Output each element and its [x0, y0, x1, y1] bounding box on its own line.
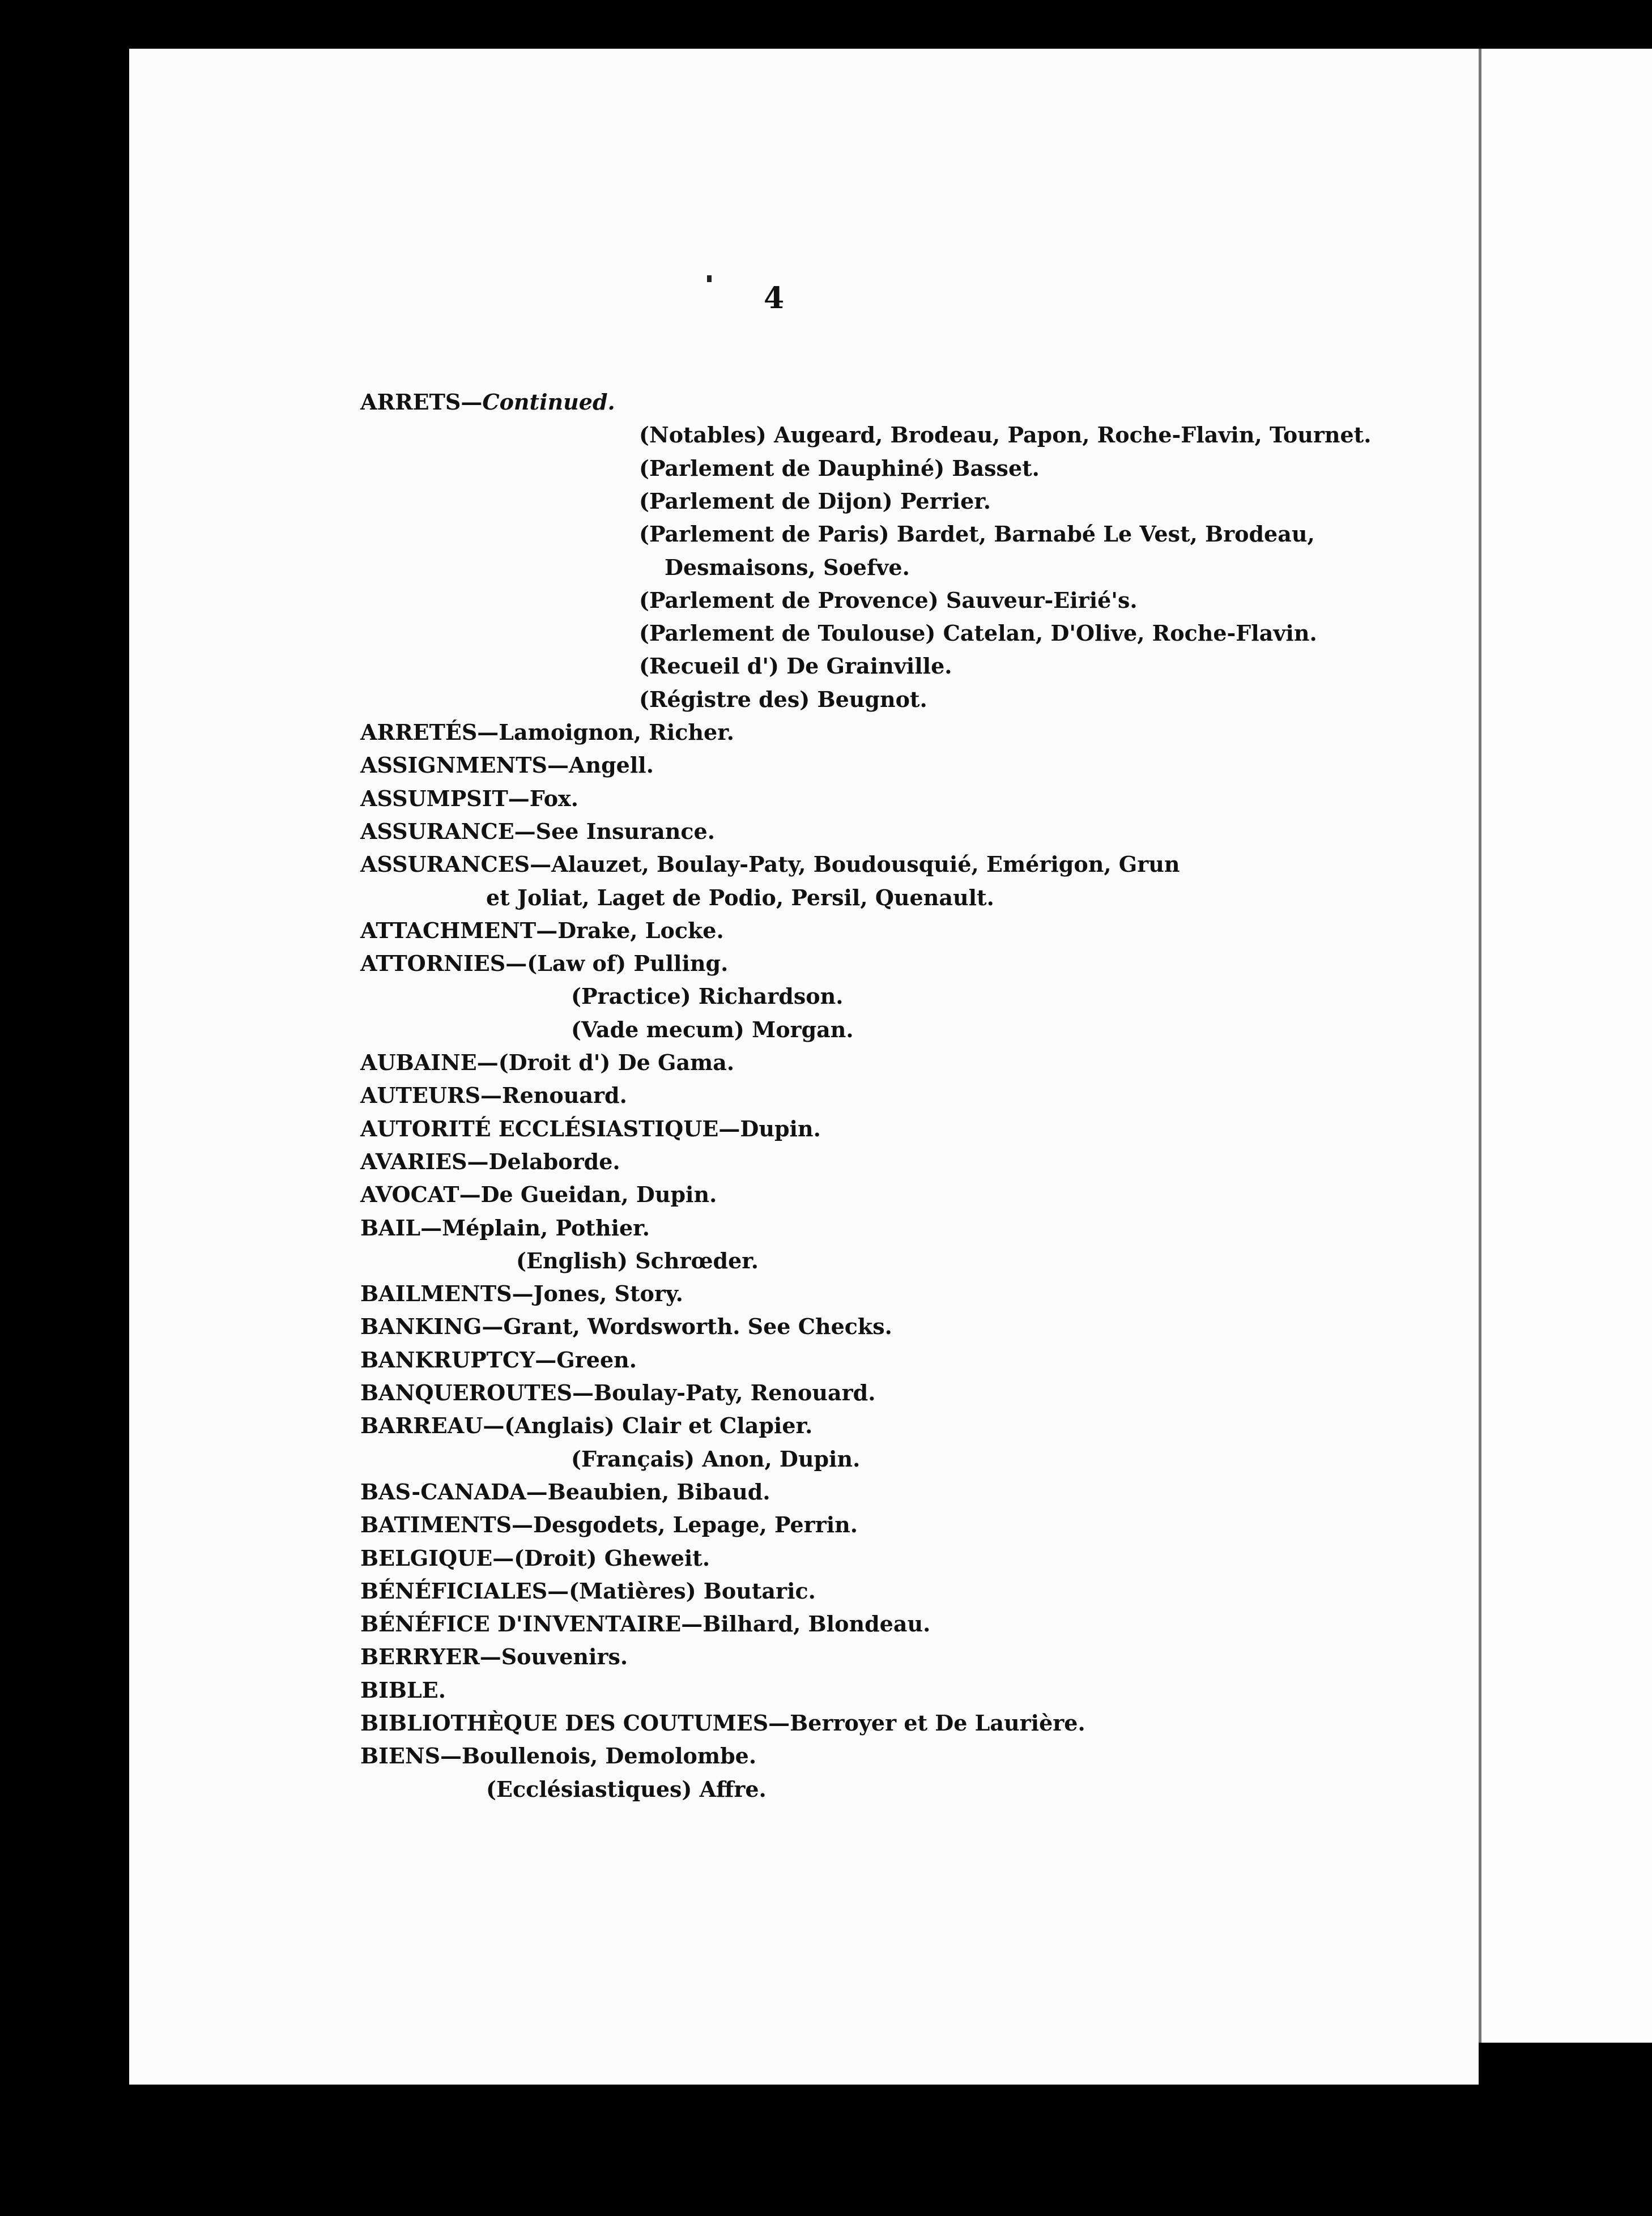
entry-continued-note: Continued.: [482, 389, 615, 415]
index-subentry: (Régistre des) Beugnot.: [639, 687, 927, 712]
index-subentry: (English) Schrœder.: [516, 1248, 759, 1273]
index-subentry: (Practice) Richardson.: [571, 983, 844, 1009]
index-entry: BANKRUPTCY—Green.: [360, 1347, 637, 1373]
index-entry: AUTEURS—Renouard.: [360, 1083, 627, 1108]
index-subentry: (Ecclésiastiques) Affre.: [486, 1776, 767, 1802]
index-subentry: (Parlement de Dijon) Perrier.: [639, 488, 991, 514]
ink-speck: [707, 275, 712, 282]
index-entry: ASSIGNMENTS—Angell.: [360, 752, 654, 778]
index-entry: BÉNÉFICE D'INVENTAIRE—Bilhard, Blondeau.: [360, 1611, 931, 1637]
index-entry: AVOCAT—De Gueidan, Dupin.: [360, 1182, 717, 1207]
index-entry: BIENS—Boullenois, Demolombe.: [360, 1743, 757, 1768]
index-entry: BATIMENTS—Desgodets, Lepage, Perrin.: [360, 1512, 858, 1537]
page-number: 4: [764, 281, 785, 316]
index-entry: [360, 389, 615, 416]
index-entry: BIBLE.: [360, 1677, 446, 1703]
index-entry: ASSURANCES—Alauzet, Boulay-Paty, Boudousquié, Emérigon, Grun: [360, 851, 1180, 877]
index-entry: ASSUMPSIT—Fox.: [360, 786, 578, 811]
index-entry: BANKING—Grant, Wordsworth. See Checks.: [360, 1314, 892, 1339]
index-entry: BIBLIOTHÈQUE DES COUTUMES—Berroyer et De Laurière.: [360, 1710, 1085, 1736]
index-entry: BÉNÉFICIALES—(Matières) Boutaric.: [360, 1578, 816, 1604]
index-entry: AVARIES—Delaborde.: [360, 1149, 620, 1174]
index-entry: BAS-CANADA—Beaubien, Bibaud.: [360, 1479, 770, 1505]
facing-page-edge: [1479, 49, 1652, 2043]
index-subentry: (Parlement de Paris) Bardet, Barnabé Le Vest, Brodeau,: [639, 521, 1315, 547]
index-entry: BAIL—Méplain, Pothier.: [360, 1215, 650, 1241]
index-entry: AUTORITÉ ECCLÉSIASTIQUE—Dupin.: [360, 1116, 821, 1141]
index-entry: AUBAINE—(Droit d') De Gama.: [360, 1050, 735, 1075]
index-entry: BELGIQUE—(Droit) Gheweit.: [360, 1545, 710, 1571]
entry-heading: ARRETS—: [360, 389, 483, 415]
index-subentry: Desmaisons, Soefve.: [665, 555, 910, 580]
index-entry: BANQUEROUTES—Boulay-Paty, Renouard.: [360, 1380, 876, 1405]
index-entry: BERRYER—Souvenirs.: [360, 1644, 628, 1669]
index-entry: ATTORNIES—(Law of) Pulling.: [360, 951, 729, 976]
index-entry: BARREAU—(Anglais) Clair et Clapier.: [360, 1413, 813, 1438]
index-entry: ARRETÉS—Lamoignon, Richer.: [360, 719, 734, 745]
index-subentry: (Parlement de Dauphiné) Basset.: [639, 455, 1040, 481]
scanned-page: [129, 49, 1479, 2085]
index-subentry: (Notables) Augeard, Brodeau, Papon, Roche-Flavin, Tournet.: [639, 422, 1372, 448]
index-subentry: (Vade mecum) Morgan.: [571, 1017, 854, 1042]
index-subentry: (Parlement de Toulouse) Catelan, D'Olive, Roche-Flavin.: [639, 620, 1317, 646]
index-entry: BAILMENTS—Jones, Story.: [360, 1281, 683, 1306]
index-subentry: (Français) Anon, Dupin.: [571, 1446, 861, 1472]
index-entry: ATTACHMENT—Drake, Locke.: [360, 918, 724, 943]
index-subentry: (Recueil d') De Grainville.: [639, 653, 952, 679]
index-subentry: (Parlement de Provence) Sauveur-Eirié's.: [639, 587, 1138, 613]
index-subentry: et Joliat, Laget de Podio, Persil, Quenault.: [486, 885, 994, 910]
index-entry: ASSURANCE—See Insurance.: [360, 819, 715, 844]
